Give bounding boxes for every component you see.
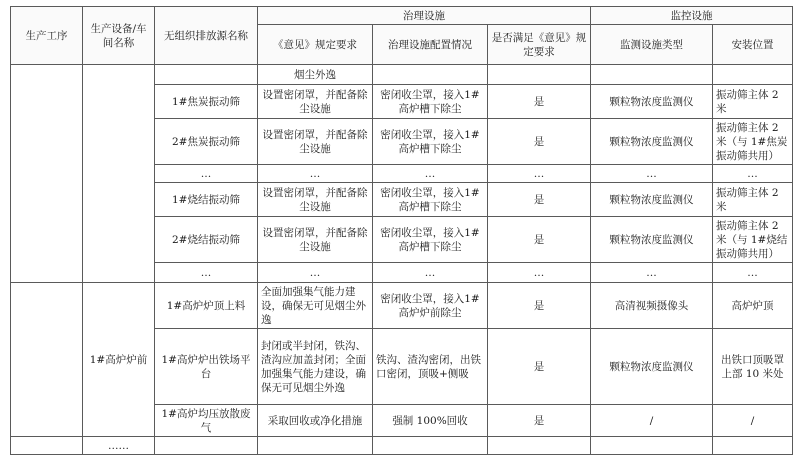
- source-cell: 1#烧结振动筛: [155, 183, 258, 217]
- requirement-cell: 采取回收或净化措施: [258, 405, 373, 437]
- install-pos-cell: [713, 437, 793, 455]
- header-meets: 是否满足《意见》规定要求: [488, 25, 591, 65]
- meets-cell: 是: [488, 217, 591, 263]
- source-cell: 2#烧结振动筛: [155, 217, 258, 263]
- install-pos-cell: 出铁口顶吸罩上部 10 米处: [713, 329, 793, 405]
- requirement-cell: 设置密闭罩，并配备除尘设施: [258, 183, 373, 217]
- monitor-type-cell: [591, 65, 713, 85]
- install-pos-cell: /: [713, 405, 793, 437]
- config-cell: 密闭收尘罩，接入1#高炉槽下除尘: [373, 85, 488, 119]
- meets-cell: 是: [488, 119, 591, 165]
- meets-cell: [488, 437, 591, 455]
- config-cell: [373, 437, 488, 455]
- header-process: 生产工序: [11, 7, 83, 65]
- monitor-type-cell: 颗粒物浓度监测仪: [591, 329, 713, 405]
- config-cell: 密闭收尘罩，接入1#高炉炉前除尘: [373, 283, 488, 329]
- source-cell: …: [155, 165, 258, 183]
- meets-cell: …: [488, 263, 591, 283]
- source-cell: …: [155, 263, 258, 283]
- source-cell: 1#焦炭振动筛: [155, 85, 258, 119]
- install-pos-cell: 振动筛主体 2 米: [713, 183, 793, 217]
- header-monitor-group: 监控设施: [591, 7, 793, 25]
- meets-cell: …: [488, 165, 591, 183]
- header-monitor-type: 监测设施类型: [591, 25, 713, 65]
- equipment-cell-upper: [83, 65, 155, 283]
- source-cell: 1#高炉均压放散废气: [155, 405, 258, 437]
- config-cell: …: [373, 263, 488, 283]
- monitor-type-cell: 高清视频摄像头: [591, 283, 713, 329]
- header-install-pos: 安装位置: [713, 25, 793, 65]
- install-pos-cell: 振动筛主体 2 米: [713, 85, 793, 119]
- meets-cell: 是: [488, 283, 591, 329]
- install-pos-cell: 振动筛主体 2 米（与 1#烧结振动筛共用）: [713, 217, 793, 263]
- emission-control-table: [10, 6, 793, 455]
- monitor-type-cell: 颗粒物浓度监测仪: [591, 85, 713, 119]
- header-source: 无组织排放源名称: [155, 7, 258, 65]
- monitor-type-cell: …: [591, 263, 713, 283]
- install-pos-cell: …: [713, 165, 793, 183]
- config-cell: [373, 65, 488, 85]
- table-row: [11, 437, 793, 455]
- table-row: [11, 65, 793, 85]
- requirement-cell: [258, 437, 373, 455]
- install-pos-cell: 振动筛主体 2 米（与 1#焦炭振动筛共用）: [713, 119, 793, 165]
- requirement-cell: 全面加强集气能力建设，确保无可见烟尘外逸: [258, 283, 373, 329]
- emission-table-wrapper: [10, 6, 792, 455]
- requirement-cell: 烟尘外逸: [258, 65, 373, 85]
- meets-cell: 是: [488, 183, 591, 217]
- meets-cell: [488, 65, 591, 85]
- install-pos-cell: 高炉炉顶: [713, 283, 793, 329]
- header-requirement: 《意见》规定要求: [258, 25, 373, 65]
- equipment-more-cell: ……: [83, 437, 155, 455]
- monitor-type-cell: 颗粒物浓度监测仪: [591, 119, 713, 165]
- monitor-type-cell: /: [591, 405, 713, 437]
- requirement-cell: …: [258, 263, 373, 283]
- config-cell: …: [373, 165, 488, 183]
- requirement-cell: 设置密闭罩，并配备除尘设施: [258, 85, 373, 119]
- table-row: [11, 283, 793, 329]
- equipment-group-cell: 1#高炉炉前: [83, 283, 155, 437]
- header-equipment: 生产设备/车间名称: [83, 7, 155, 65]
- config-cell: 铁沟、渣沟密闭，出铁口密闭，顶吸+侧吸: [373, 329, 488, 405]
- source-cell: 1#高炉炉顶上料: [155, 283, 258, 329]
- config-cell: 密闭收尘罩，接入1#高炉槽下除尘: [373, 217, 488, 263]
- process-cell-lower: [11, 283, 83, 437]
- requirement-cell: 设置密闭罩，并配备除尘设施: [258, 119, 373, 165]
- install-pos-cell: …: [713, 263, 793, 283]
- source-cell: 2#焦炭振动筛: [155, 119, 258, 165]
- process-cell-last: [11, 437, 83, 455]
- config-cell: 密闭收尘罩，接入1#高炉槽下除尘: [373, 183, 488, 217]
- meets-cell: 是: [488, 405, 591, 437]
- header-treatment-group: 治理设施: [258, 7, 591, 25]
- header-config: 治理设施配置情况: [373, 25, 488, 65]
- config-cell: 密闭收尘罩，接入1#高炉槽下除尘: [373, 119, 488, 165]
- monitor-type-cell: …: [591, 165, 713, 183]
- monitor-type-cell: 颗粒物浓度监测仪: [591, 183, 713, 217]
- source-cell: [155, 437, 258, 455]
- config-cell: 强制 100%回收: [373, 405, 488, 437]
- monitor-type-cell: 颗粒物浓度监测仪: [591, 217, 713, 263]
- install-pos-cell: [713, 65, 793, 85]
- monitor-type-cell: [591, 437, 713, 455]
- requirement-cell: 设置密闭罩，并配备除尘设施: [258, 217, 373, 263]
- requirement-cell: …: [258, 165, 373, 183]
- meets-cell: 是: [488, 85, 591, 119]
- meets-cell: 是: [488, 329, 591, 405]
- process-cell-upper: [11, 65, 83, 283]
- source-cell: [155, 65, 258, 85]
- source-cell: 1#高炉炉出铁场平台: [155, 329, 258, 405]
- requirement-cell: 封闭或半封闭，铁沟、渣沟应加盖封闭；全面加强集气能力建设，确保无可见烟尘外逸: [258, 329, 373, 405]
